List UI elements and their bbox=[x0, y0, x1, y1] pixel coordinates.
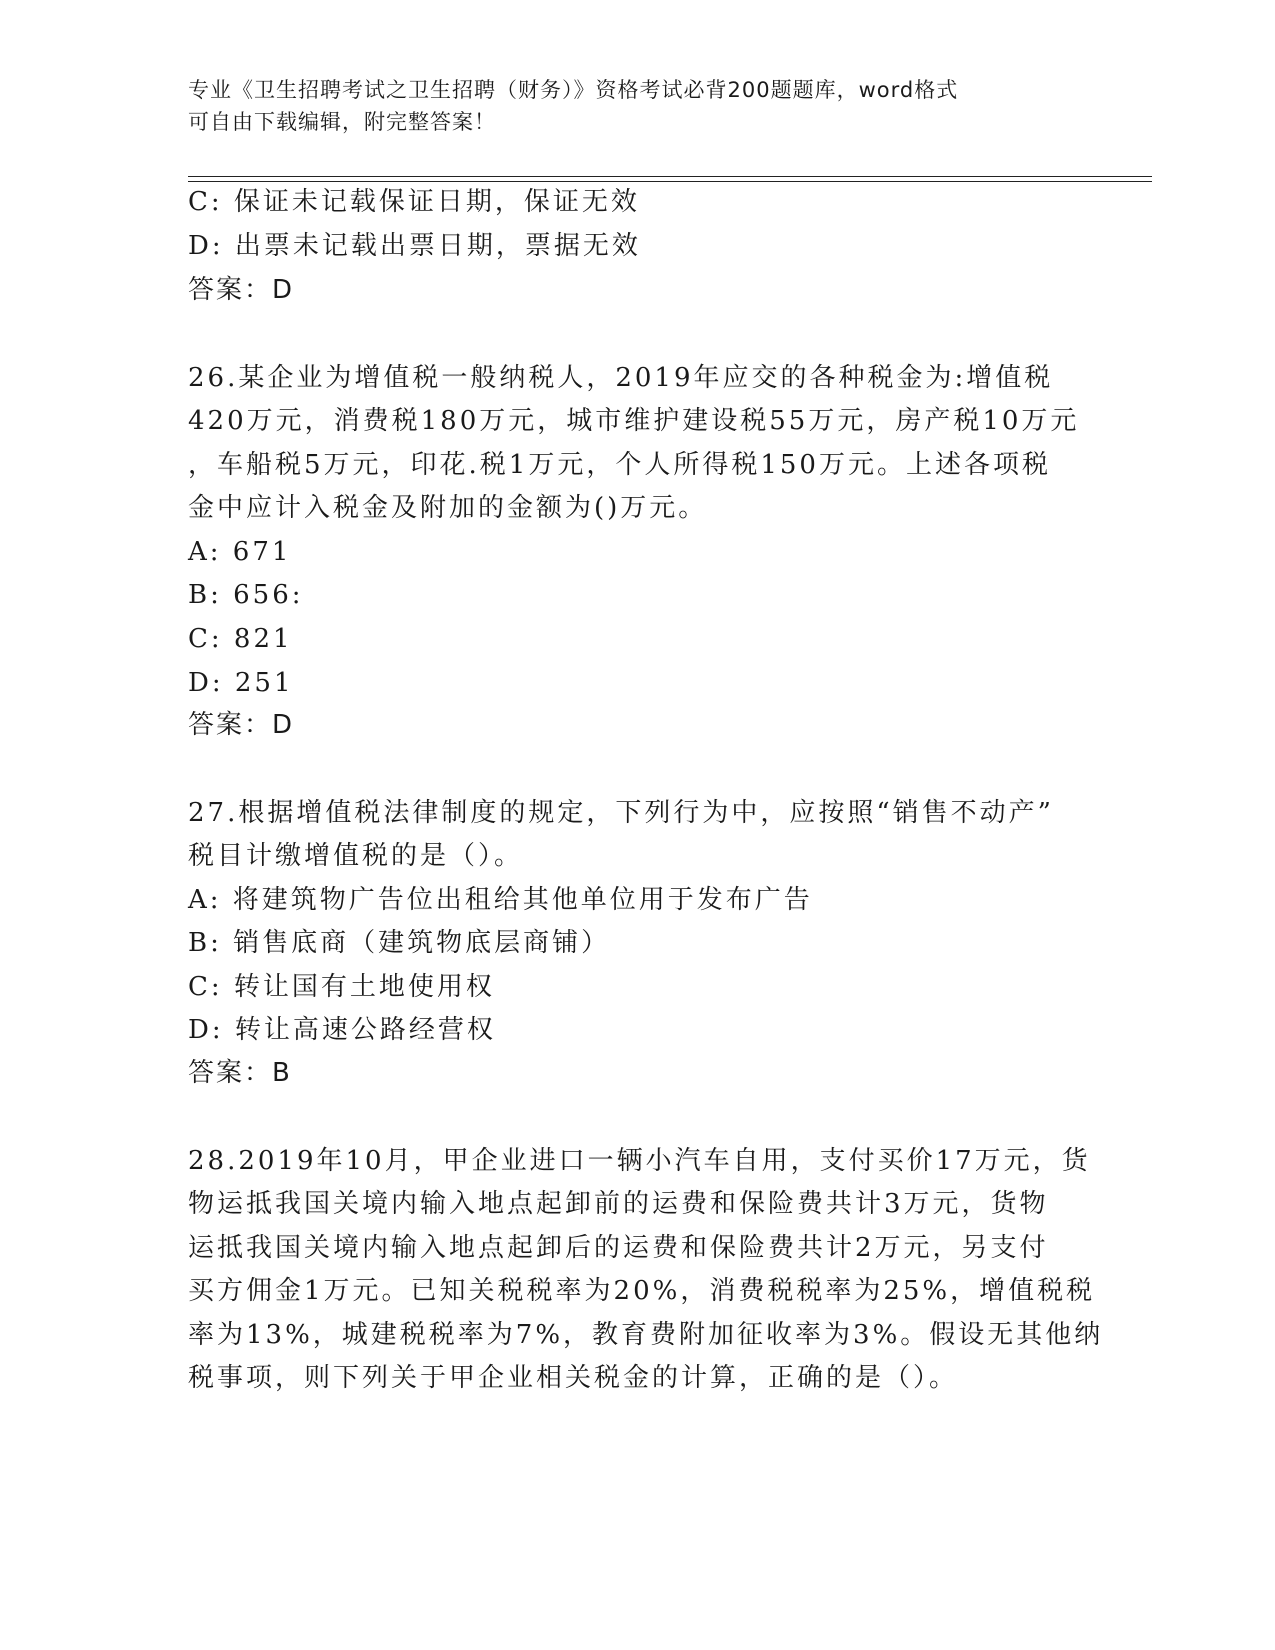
q27-stem-line: 27.根据增值税法律制度的规定，下列行为中，应按照“销售不动产” bbox=[188, 798, 1054, 828]
page-header bbox=[188, 74, 1088, 138]
q26-stem-line: 26.某企业为增值税一般纳税人，2019年应交的各种税金为:增值税 bbox=[188, 363, 1054, 393]
q26-stem-line: 420万元，消费税180万元，城市维护建设税55万元，房产税10万元 bbox=[188, 406, 1080, 436]
q26-answer: 答案：D bbox=[188, 710, 295, 740]
header-title-line-2: 可自由下载编辑，附完整答案！ bbox=[188, 110, 496, 134]
q28-stem-line: 28.2019年10月，甲企业进口一辆小汽车自用，支付买价17万元，货 bbox=[188, 1146, 1091, 1176]
q27-option-a: A: 将建筑物广告位出租给其他单位用于发布广告 bbox=[188, 885, 813, 915]
q26-option-c: C: 821 bbox=[188, 624, 293, 654]
q26-option-d: D: 251 bbox=[188, 668, 294, 698]
q26-stem-line: ，车船税5万元，印花.税1万元，个人所得税150万元。上述各项税 bbox=[188, 450, 1051, 480]
q27-option-c: C: 转让国有土地使用权 bbox=[188, 972, 495, 1002]
q26-stem-line: 金中应计入税金及附加的金额为()万元。 bbox=[188, 493, 708, 523]
q25-option-c: C: 保证未记载保证日期，保证无效 bbox=[188, 187, 640, 217]
q28-stem-line: 买方佣金1万元。已知关税税率为20%，消费税税率为25%，增值税税 bbox=[188, 1276, 1096, 1306]
header-title-line-1: 专业《卫生招聘考试之卫生招聘（财务）》资格考试必背200题题库，word格式 bbox=[188, 78, 959, 102]
q27-answer: 答案：B bbox=[188, 1058, 292, 1088]
q26-option-a: A: 671 bbox=[188, 537, 292, 567]
q28-stem-line: 运抵我国关境内输入地点起卸后的运费和保险费共计2万元，另支付 bbox=[188, 1233, 1049, 1263]
q25-option-d: D: 出票未记载出票日期，票据无效 bbox=[188, 231, 641, 261]
q28-stem-line: 物运抵我国关境内输入地点起卸前的运费和保险费共计3万元，货物 bbox=[188, 1189, 1049, 1219]
header-rule-bottom bbox=[188, 181, 1152, 182]
q27-stem-line: 税目计缴增值税的是（）。 bbox=[188, 841, 524, 871]
q25-answer: 答案：D bbox=[188, 275, 295, 305]
q27-option-b: B: 销售底商（建筑物底层商铺） bbox=[188, 928, 611, 958]
header-rule-top bbox=[188, 176, 1152, 177]
q28-stem-line: 税事项，则下列关于甲企业相关税金的计算，正确的是（）。 bbox=[188, 1363, 959, 1393]
q26-option-b: B: 656: bbox=[188, 580, 304, 610]
q27-option-d: D: 转让高速公路经营权 bbox=[188, 1015, 496, 1045]
q28-stem-line: 率为13%，城建税税率为7%，教育费附加征收率为3%。假设无其他纳 bbox=[188, 1320, 1104, 1350]
